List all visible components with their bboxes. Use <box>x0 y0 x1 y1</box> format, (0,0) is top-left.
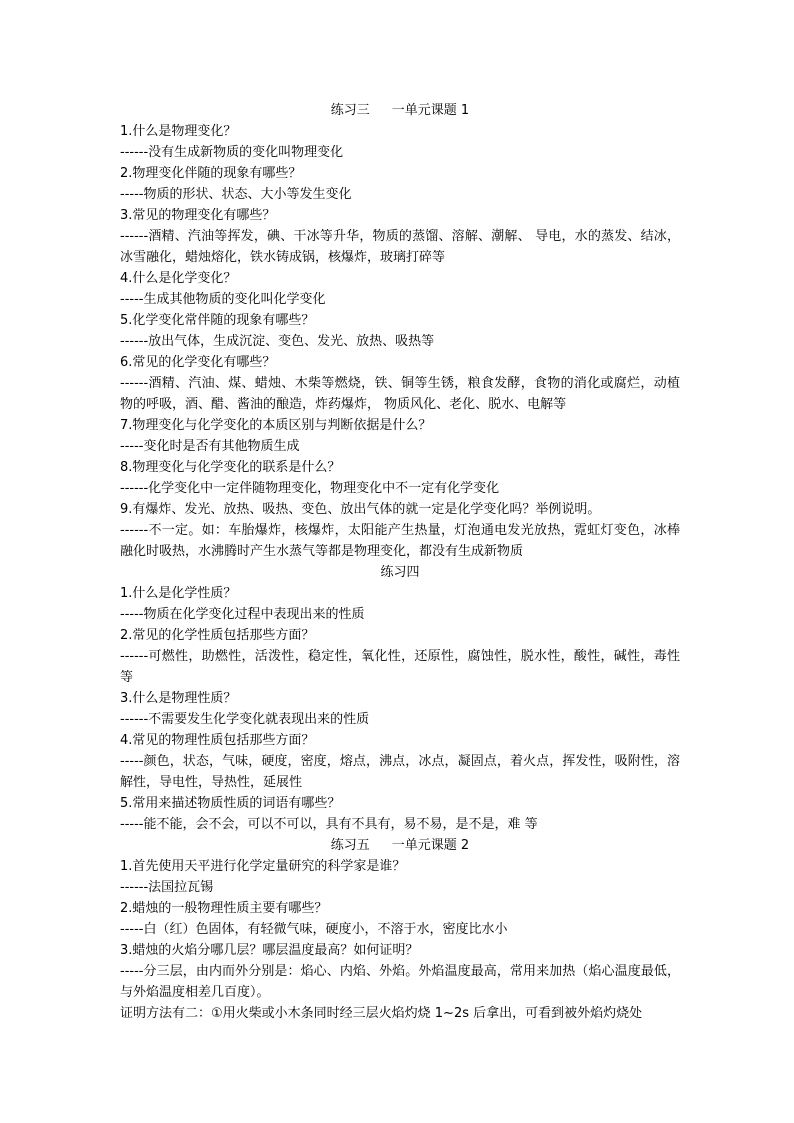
question: 3.蜡烛的火焰分哪几层？哪层温度最高？如何证明？ <box>120 943 419 958</box>
answer: ------法国拉瓦锡 <box>120 880 214 895</box>
answer: ------没有生成新物质的变化叫物理变化 <box>120 145 344 160</box>
answer: -----分三层，由内而外分别是：焰心、内焰、外焰。外焰温度最高，常用来加热（焰心温度最低，与外焰温度相差几百度）。 <box>120 964 680 1000</box>
answer: ------酒精、汽油等挥发，碘、干冰等升华，物质的蒸馏、溶解、潮解、 导电，水的蒸发、结冰，冰雪融化，蜡烛熔化，铁水铸成锅，核爆炸，玻璃打碎等 <box>120 229 680 265</box>
question: 9.有爆炸、发光、放热、吸热、变色、放出气体的就一定是化学变化吗？举例说明。 <box>120 502 601 517</box>
question: 2.物理变化伴随的现象有哪些？ <box>120 166 302 181</box>
question: 1.什么是物理变化？ <box>120 124 237 139</box>
answer: -----能不能，会不会，可以不可以，具有不具有，易不易，是不是，难 等 <box>120 817 538 832</box>
document-page <box>120 100 680 1024</box>
answer: ------不需要发生化学变化就表现出来的性质 <box>120 712 370 727</box>
answer: -----生成其他物质的变化叫化学变化 <box>120 292 326 307</box>
section-title: 练习五 一单元课题 2 <box>330 838 470 853</box>
answer: ------不一定。如：车胎爆炸，核爆炸，太阳能产生热量，灯泡通电发光放热，霓虹灯变色，冰棒融化时吸热，水沸腾时产生水蒸气等都是物理变化，都没有生成新物质 <box>120 523 680 559</box>
question: 8.物理变化与化学变化的联系是什么？ <box>120 460 341 475</box>
question: 4.什么是化学变化？ <box>120 271 237 286</box>
question: 7.物理变化与化学变化的本质区别与判断依据是什么？ <box>120 418 432 433</box>
answer: -----物质的形状、状态、大小等发生变化 <box>120 187 352 202</box>
answer: ------可燃性，助燃性，活泼性，稳定性，氧化性，还原性，腐蚀性，脱水性，酸性，碱性，毒性等 <box>120 649 680 685</box>
question: 5.化学变化常伴随的现象有哪些？ <box>120 313 315 328</box>
section-title: 练习四 <box>380 565 420 580</box>
proof-text: 证明方法有二：①用火柴或小木条同时经三层火焰灼烧 1~2s 后拿出，可看到被外焰灼烧处 <box>120 1006 643 1021</box>
question: 2.蜡烛的一般物理性质主要有哪些？ <box>120 901 328 916</box>
answer: -----颜色，状态，气味，硬度，密度，熔点，沸点，冰点，凝固点，着火点，挥发性，吸附性，溶解性，导电性，导热性，延展性 <box>120 754 680 790</box>
question: 5.常用来描述物质性质的词语有哪些？ <box>120 796 341 811</box>
answer: ------放出气体，生成沉淀、变色、发光、放热、吸热等 <box>120 334 435 349</box>
question: 4.常见的物理性质包括那些方面？ <box>120 733 315 748</box>
question: 1.什么是化学性质？ <box>120 586 237 601</box>
question: 6.常见的化学变化有哪些？ <box>120 355 276 370</box>
answer: -----白（红）色固体，有轻微气味，硬度小，不溶于水，密度比水小 <box>120 922 508 937</box>
answer: -----物质在化学变化过程中表现出来的性质 <box>120 607 365 622</box>
answer: -----变化时是否有其他物质生成 <box>120 439 300 454</box>
question: 3.常见的物理变化有哪些？ <box>120 208 276 223</box>
question: 2.常见的化学性质包括那些方面？ <box>120 628 315 643</box>
question: 3.什么是物理性质？ <box>120 691 237 706</box>
answer: ------化学变化中一定伴随物理变化，物理变化中不一定有化学变化 <box>120 481 500 496</box>
question: 1.首先使用天平进行化学定量研究的科学家是谁？ <box>120 859 406 874</box>
section-title: 练习三 一单元课题 1 <box>330 103 470 118</box>
answer: ------酒精、汽油、煤、蜡烛、木柴等燃烧，铁、铜等生锈，粮食发酵，食物的消化或腐烂，动植物的呼吸，酒、醋、酱油的酿造，炸药爆炸， 物质风化、老化、脱水、电解等 <box>120 376 680 412</box>
